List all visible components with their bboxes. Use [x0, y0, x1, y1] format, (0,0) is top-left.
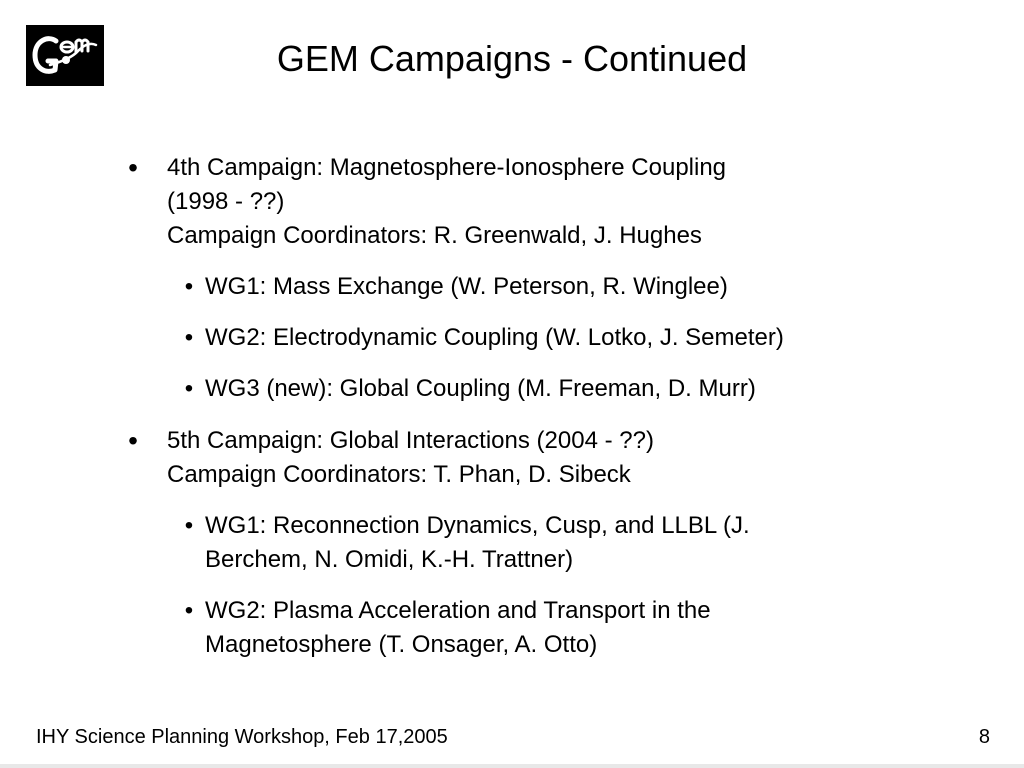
sub-bullet-text: WG1: Reconnection Dynamics, Cusp, and LLBL (J. [205, 512, 750, 539]
slide-title: GEM Campaigns - Continued [276, 38, 748, 79]
sub-bullet-icon: • [184, 597, 194, 624]
bullet-text-line: Campaign Coordinators: R. Greenwald, J. Hughes [167, 222, 702, 249]
sub-bullet-wg1 [184, 509, 925, 577]
sub-bullet-icon: • [184, 375, 194, 402]
bullet-text-line: 5th Campaign: Global Interactions (2004 - ??) [167, 427, 654, 454]
sub-bullet-text: WG2: Plasma Acceleration and Transport in the [205, 597, 711, 624]
sub-bullet-wg1 [184, 270, 925, 304]
page-number: 8 [978, 726, 990, 748]
sub-bullet-wg2 [184, 594, 925, 662]
campaign-bullet-4th [128, 151, 927, 253]
sub-bullet-icon: • [184, 273, 194, 300]
sub-bullet-text: WG1: Mass Exchange (W. Peterson, R. Winglee) [205, 273, 728, 300]
bullet-text-line: 4th Campaign: Magnetosphere-Ionosphere Coupling [167, 154, 727, 181]
footer-text: IHY Science Planning Workshop, Feb 17,2005 [36, 726, 448, 748]
sub-bullet-text: Magnetosphere (T. Onsager, A. Otto) [205, 631, 598, 658]
bullet-icon: • [128, 152, 138, 183]
sub-bullet-text: WG3 (new): Global Coupling (M. Freeman, D. Murr) [205, 375, 756, 402]
sub-bullet-wg2 [184, 321, 925, 355]
sub-bullet-text: WG2: Electrodynamic Coupling (W. Lotko, J. Semeter) [205, 324, 784, 351]
bullet-icon: • [128, 425, 138, 456]
bottom-divider [0, 764, 1024, 768]
sub-bullet-icon: • [184, 324, 194, 351]
sub-bullet-wg3 [184, 372, 925, 406]
bullet-text-line: Campaign Coordinators: T. Phan, D. Sibeck [167, 461, 631, 488]
sub-bullet-icon: • [184, 512, 194, 539]
sub-bullet-text: Berchem, N. Omidi, K.-H. Trattner) [205, 546, 574, 573]
bullet-text-line: (1998 - ??) [167, 188, 285, 215]
campaign-bullet-5th [128, 424, 927, 492]
